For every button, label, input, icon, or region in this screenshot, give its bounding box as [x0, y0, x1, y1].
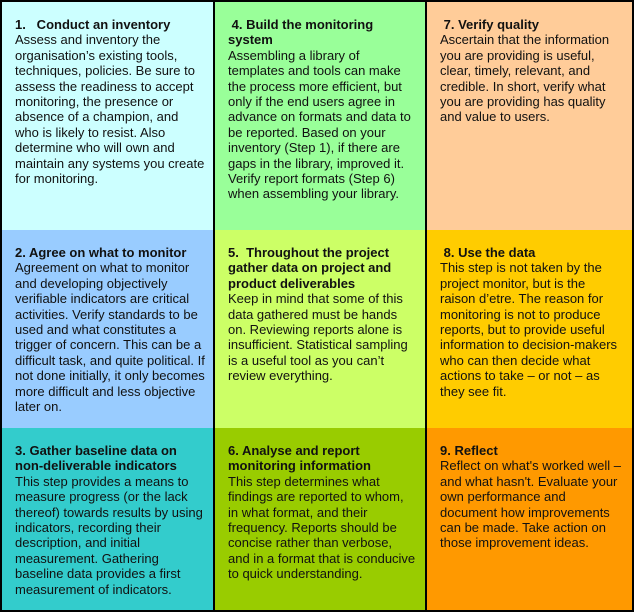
- step-2-body: Agreement on what to monitor and developing objectively verifiable indicators are critical activities. Verify standards to be used and what constitutes a trigger of concern. This can be a difficult task, and quite political. If not done initially, it only becomes more difficult and less objective later on.: [15, 260, 205, 415]
- step-5-body: Keep in mind that some of this data gathered must be hands on. Reviewing reports alone is insufficient. Statistical sampling is a useful tool as you can’t review everything.: [228, 291, 408, 384]
- step-cell-3: [2, 428, 213, 610]
- step-cell-4: [213, 2, 425, 230]
- step-1-body: Assess and inventory the organisation’s existing tools, techniques, policies. Be sure to assess the readiness to accept monitoring, the presence or absence of a champion, and who is likely to resist. Also determine who will own and maintain any systems you create for monitoring.: [15, 32, 205, 187]
- step-7-body: Ascertain that the information you are providing is useful, clear, timely, relevant, and credible. In short, verify what you are providing has quality and value to users.: [440, 32, 610, 125]
- step-cell-6: [213, 428, 425, 610]
- step-8-heading: 8. Use the data: [440, 245, 536, 260]
- step-3-heading: 3. Gather baseline data on non-deliverable indicators: [15, 443, 181, 474]
- step-cell-2: [2, 230, 213, 428]
- step-cell-9: [425, 428, 632, 610]
- step-8-body: This step is not taken by the project monitor, but is the raison d’etre. The reason for monitoring is not to produce reports, but to provide useful information to decision-makers who can then decide what actions to take – or not – as they see fit.: [440, 260, 618, 399]
- step-6-heading: 6. Analyse and report monitoring information: [228, 443, 371, 474]
- step-4-body: Assembling a library of templates and tools can make the process more efficient, but only if the end users agree in advance on formats and data to be reported. Based on your inventory (Step 1), if there are gaps in the library, improved it. Verify report formats (Step 6) when assembling your library.: [228, 47, 411, 202]
- step-3-body: This step provides a means to measure progress (or the lack thereof) towards results by using indicators, recording their description, and initial measurement. Gathering baseline data provides a first measurement of indicators.: [15, 473, 203, 597]
- step-cell-8: [425, 230, 632, 428]
- step-5-heading: 5. Throughout the project gather data on project and product deliverables: [228, 245, 395, 291]
- step-4-heading: 4. Build the monitoring system: [228, 17, 377, 48]
- step-7-heading: 7. Verify quality: [440, 17, 539, 32]
- step-9-heading: 9. Reflect: [440, 443, 498, 458]
- step-6-body: This step determines what findings are reported to whom, in what format, and their frequency. Reports should be concise rather than verbose, and in a format that is conducive to quick understanding.: [228, 473, 416, 582]
- step-9-body: Reflect on what's worked well – and what hasn't. Evaluate your own performance and document how improvements can be made. Take action on those improvement ideas.: [440, 458, 621, 551]
- step-cell-5: [213, 230, 425, 428]
- step-cell-1: [2, 2, 213, 230]
- step-cell-7: [425, 2, 632, 230]
- step-1-heading: 1. Conduct an inventory: [15, 17, 171, 32]
- step-2-heading: 2. Agree on what to monitor: [15, 245, 187, 260]
